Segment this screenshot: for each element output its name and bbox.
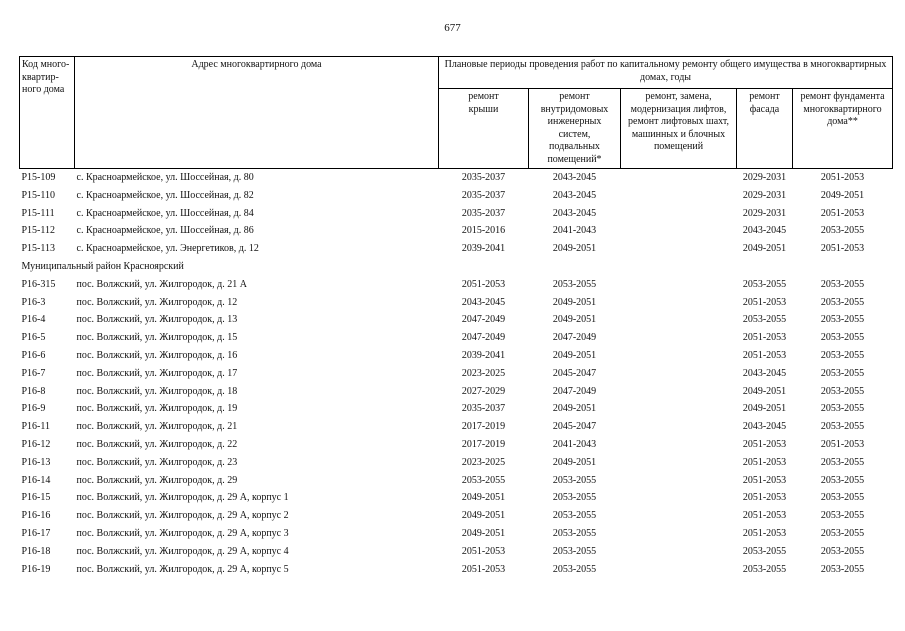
cell-engineering: 2049-2051 [552, 314, 597, 326]
table-row [20, 187, 893, 205]
table-row [20, 222, 893, 240]
cell-facade: 2043-2045 [742, 367, 787, 379]
cell-address: пос. Волжский, ул. Жилгородок, д. 16 [76, 349, 238, 361]
cell-roof: 2051-2053 [461, 545, 506, 557]
cell-roof: 2043-2045 [461, 296, 506, 308]
cell-foundation: 2053-2055 [820, 545, 865, 557]
cell-facade: 2051-2053 [742, 456, 787, 468]
cell-elevators [621, 400, 737, 418]
cell-address: пос. Волжский, ул. Жилгородок, д. 13 [76, 314, 238, 326]
cell-foundation: 2053-2055 [820, 563, 865, 575]
cell-roof: 2053-2055 [461, 474, 506, 486]
cell-roof: 2049-2051 [461, 527, 506, 539]
table-row [20, 329, 893, 347]
cell-elevators [621, 347, 737, 365]
cell-facade: 2049-2051 [742, 385, 787, 397]
cell-roof: 2023-2025 [461, 456, 506, 468]
cell-address: пос. Волжский, ул. Жилгородок, д. 12 [76, 296, 238, 308]
header-foundation-label: ремонт фундамента многоквартирного дома** [800, 91, 885, 127]
cell-code: Р16-4 [21, 314, 46, 326]
section-title: Муниципальный район Красноярский [21, 260, 184, 272]
cell-code: Р15-111 [21, 207, 55, 219]
cell-foundation: 2053-2055 [820, 385, 865, 397]
header-address-label: Адрес многоквартирного дома [191, 59, 322, 70]
cell-code: Р16-3 [21, 296, 46, 308]
cell-roof: 2027-2029 [461, 385, 506, 397]
section-row-group [20, 258, 893, 276]
cell-code: Р16-13 [21, 456, 51, 468]
cell-roof: 2035-2037 [461, 172, 506, 183]
cell-engineering: 2053-2055 [552, 474, 597, 486]
cell-foundation: 2053-2055 [820, 421, 865, 433]
cell-elevators [621, 454, 737, 472]
table-row [20, 311, 893, 329]
cell-roof: 2035-2037 [461, 207, 506, 219]
cell-foundation: 2051-2053 [820, 172, 865, 183]
cell-elevators [621, 418, 737, 436]
cell-address: пос. Волжский, ул. Жилгородок, д. 29 А, корпус 4 [76, 545, 289, 557]
table-row [20, 294, 893, 312]
cell-engineering: 2049-2051 [552, 296, 597, 308]
cell-roof: 2047-2049 [461, 332, 506, 344]
cell-address: пос. Волжский, ул. Жилгородок, д. 21 [76, 421, 238, 433]
header-foundation [793, 89, 893, 169]
cell-elevators [621, 525, 737, 543]
header-periods [439, 57, 893, 89]
cell-facade: 2053-2055 [742, 278, 787, 290]
header-engineering-label: ремонт внутридомовых инженерных систем, подвальных помещений* [540, 91, 609, 165]
header-engineering [529, 89, 621, 169]
table-row [20, 400, 893, 418]
cell-code: Р16-11 [21, 421, 51, 433]
table-row [20, 543, 893, 561]
cell-address: с. Красноармейское, ул. Энергетиков, д. 12 [76, 243, 259, 255]
cell-engineering: 2049-2051 [552, 403, 597, 415]
cell-roof: 2051-2053 [461, 563, 506, 575]
cell-elevators [621, 489, 737, 507]
cell-facade: 2029-2031 [742, 172, 787, 183]
cell-code: Р16-5 [21, 332, 46, 344]
cell-facade: 2051-2053 [742, 296, 787, 308]
cell-address: пос. Волжский, ул. Жилгородок, д. 29 А, корпус 3 [76, 527, 289, 539]
cell-foundation: 2051-2053 [820, 243, 865, 255]
cell-code: Р16-6 [21, 349, 46, 361]
cell-facade: 2049-2051 [742, 403, 787, 415]
cell-elevators [621, 294, 737, 312]
table-body-group-b [20, 276, 893, 579]
cell-roof: 2039-2041 [461, 243, 506, 255]
table-row [20, 205, 893, 223]
cell-elevators [621, 329, 737, 347]
cell-facade: 2043-2045 [742, 225, 787, 237]
header-facade [737, 89, 793, 169]
cell-code: Р16-9 [21, 403, 46, 415]
cell-elevators [621, 365, 737, 383]
cell-facade: 2029-2031 [742, 207, 787, 219]
cell-roof: 2023-2025 [461, 367, 506, 379]
cell-elevators [621, 311, 737, 329]
cell-engineering: 2053-2055 [552, 563, 597, 575]
cell-engineering: 2053-2055 [552, 492, 597, 504]
cell-facade: 2049-2051 [742, 243, 787, 255]
cell-foundation: 2053-2055 [820, 332, 865, 344]
cell-code: Р16-17 [21, 527, 51, 539]
cell-elevators [621, 187, 737, 205]
cell-code: Р15-109 [21, 172, 56, 183]
page-number: 677 [444, 22, 461, 34]
cell-foundation: 2053-2055 [820, 492, 865, 504]
cell-foundation: 2051-2053 [820, 207, 865, 219]
cell-facade: 2051-2053 [742, 527, 787, 539]
cell-foundation: 2053-2055 [820, 296, 865, 308]
cell-foundation: 2051-2053 [820, 438, 865, 450]
cell-engineering: 2049-2051 [552, 243, 597, 255]
table-row [20, 347, 893, 365]
cell-code: Р16-15 [21, 492, 51, 504]
cell-engineering: 2047-2049 [552, 385, 597, 397]
cell-foundation: 2053-2055 [820, 456, 865, 468]
header-roof [439, 89, 529, 169]
cell-address: пос. Волжский, ул. Жилгородок, д. 29 А, корпус 5 [76, 563, 289, 575]
cell-address: пос. Волжский, ул. Жилгородок, д. 22 [76, 438, 238, 450]
cell-elevators [621, 383, 737, 401]
cell-code: Р16-7 [21, 367, 46, 379]
cell-facade: 2053-2055 [742, 563, 787, 575]
cell-address: с. Красноармейское, ул. Шоссейная, д. 80 [76, 172, 254, 183]
cell-engineering: 2043-2045 [552, 207, 597, 219]
cell-foundation: 2053-2055 [820, 510, 865, 522]
cell-engineering: 2049-2051 [552, 456, 597, 468]
table-row [20, 507, 893, 525]
cell-roof: 2047-2049 [461, 314, 506, 326]
cell-roof: 2035-2037 [461, 189, 506, 201]
table-row [20, 418, 893, 436]
table-row [20, 561, 893, 579]
cell-engineering: 2045-2047 [552, 421, 597, 433]
header-address [75, 57, 439, 169]
cell-elevators [621, 169, 737, 187]
header-roof-label: ремонт крыши [468, 91, 499, 115]
header-code [20, 57, 75, 169]
cell-engineering: 2045-2047 [552, 367, 597, 379]
cell-code: Р16-315 [21, 278, 56, 290]
cell-engineering: 2053-2055 [552, 527, 597, 539]
cell-address: пос. Волжский, ул. Жилгородок, д. 17 [76, 367, 238, 379]
cell-elevators [621, 436, 737, 454]
cell-foundation: 2053-2055 [820, 403, 865, 415]
cell-facade: 2051-2053 [742, 438, 787, 450]
header-elevators-label: ремонт, замена, модернизация лифтов, ремонт лифтовых шахт, машинных и блочных помещений [628, 91, 729, 152]
cell-roof: 2017-2019 [461, 421, 506, 433]
cell-code: Р15-110 [21, 189, 56, 201]
cell-engineering: 2043-2045 [552, 189, 597, 201]
cell-foundation: 2053-2055 [820, 278, 865, 290]
cell-code: Р16-16 [21, 510, 51, 522]
cell-foundation: 2053-2055 [820, 349, 865, 361]
cell-facade: 2051-2053 [742, 349, 787, 361]
cell-address: с. Красноармейское, ул. Шоссейная, д. 84 [76, 207, 254, 219]
cell-code: Р16-8 [21, 385, 46, 397]
cell-facade: 2051-2053 [742, 474, 787, 486]
cell-code: Р16-12 [21, 438, 51, 450]
cell-address: пос. Волжский, ул. Жилгородок, д. 19 [76, 403, 238, 415]
header-facade-label: ремонт фасада [749, 91, 780, 115]
cell-engineering: 2047-2049 [552, 332, 597, 344]
cell-elevators [621, 472, 737, 490]
cell-roof: 2015-2016 [461, 225, 506, 237]
cell-roof: 2039-2041 [461, 349, 506, 361]
cell-roof: 2051-2053 [461, 278, 506, 290]
cell-code: Р15-113 [21, 243, 56, 255]
section-row [20, 258, 893, 276]
cell-engineering: 2049-2051 [552, 349, 597, 361]
cell-facade: 2053-2055 [742, 314, 787, 326]
table-row [20, 454, 893, 472]
table-header [20, 57, 893, 169]
cell-code: Р16-14 [21, 474, 51, 486]
cell-address: пос. Волжский, ул. Жилгородок, д. 15 [76, 332, 238, 344]
cell-foundation: 2053-2055 [820, 474, 865, 486]
cell-roof: 2035-2037 [461, 403, 506, 415]
table-row [20, 240, 893, 258]
cell-roof: 2049-2051 [461, 492, 506, 504]
cell-foundation: 2053-2055 [820, 314, 865, 326]
cell-foundation: 2053-2055 [820, 527, 865, 539]
cell-address: с. Красноармейское, ул. Шоссейная, д. 86 [76, 225, 254, 237]
table-row [20, 525, 893, 543]
cell-facade: 2051-2053 [742, 332, 787, 344]
cell-foundation: 2053-2055 [820, 367, 865, 379]
header-periods-label: Плановые периоды проведения работ по капитальному ремонту общего имущества в многоквартирных домах, годы [444, 59, 887, 83]
table-row [20, 489, 893, 507]
cell-elevators [621, 276, 737, 294]
cell-engineering: 2043-2045 [552, 172, 597, 183]
cell-engineering: 2041-2043 [552, 438, 597, 450]
cell-code: Р16-19 [21, 563, 51, 575]
cell-address: пос. Волжский, ул. Жилгородок, д. 18 [76, 385, 238, 397]
cell-elevators [621, 240, 737, 258]
table-row [20, 383, 893, 401]
cell-facade: 2051-2053 [742, 510, 787, 522]
cell-elevators [621, 543, 737, 561]
cell-roof: 2017-2019 [461, 438, 506, 450]
cell-code: Р15-112 [21, 225, 56, 237]
cell-address: пос. Волжский, ул. Жилгородок, д. 29 А, корпус 1 [76, 492, 289, 504]
header-code-label: Код много- квартир- ного дома [22, 59, 70, 95]
cell-elevators [621, 561, 737, 579]
cell-address: пос. Волжский, ул. Жилгородок, д. 29 А, корпус 2 [76, 510, 289, 522]
table-row [20, 365, 893, 383]
table-row [20, 169, 893, 187]
cell-engineering: 2053-2055 [552, 545, 597, 557]
cell-engineering: 2053-2055 [552, 510, 597, 522]
cell-engineering: 2041-2043 [552, 225, 597, 237]
cell-facade: 2029-2031 [742, 189, 787, 201]
cell-foundation: 2053-2055 [820, 225, 865, 237]
cell-roof: 2049-2051 [461, 510, 506, 522]
cell-facade: 2053-2055 [742, 545, 787, 557]
cell-foundation: 2049-2051 [820, 189, 865, 201]
table-row [20, 276, 893, 294]
table-row [20, 436, 893, 454]
cell-facade: 2051-2053 [742, 492, 787, 504]
cell-facade: 2043-2045 [742, 421, 787, 433]
table-body-group-a [20, 169, 893, 258]
cell-elevators [621, 507, 737, 525]
cell-code: Р16-18 [21, 545, 51, 557]
cell-address: пос. Волжский, ул. Жилгородок, д. 21 А [76, 278, 247, 290]
cell-engineering: 2053-2055 [552, 278, 597, 290]
cell-address: пос. Волжский, ул. Жилгородок, д. 29 [76, 474, 238, 486]
capital-repair-table [19, 56, 893, 578]
header-elevators [621, 89, 737, 169]
cell-address: с. Красноармейское, ул. Шоссейная, д. 82 [76, 189, 254, 201]
cell-address: пос. Волжский, ул. Жилгородок, д. 23 [76, 456, 238, 468]
cell-elevators [621, 205, 737, 223]
table-row [20, 472, 893, 490]
cell-elevators [621, 222, 737, 240]
